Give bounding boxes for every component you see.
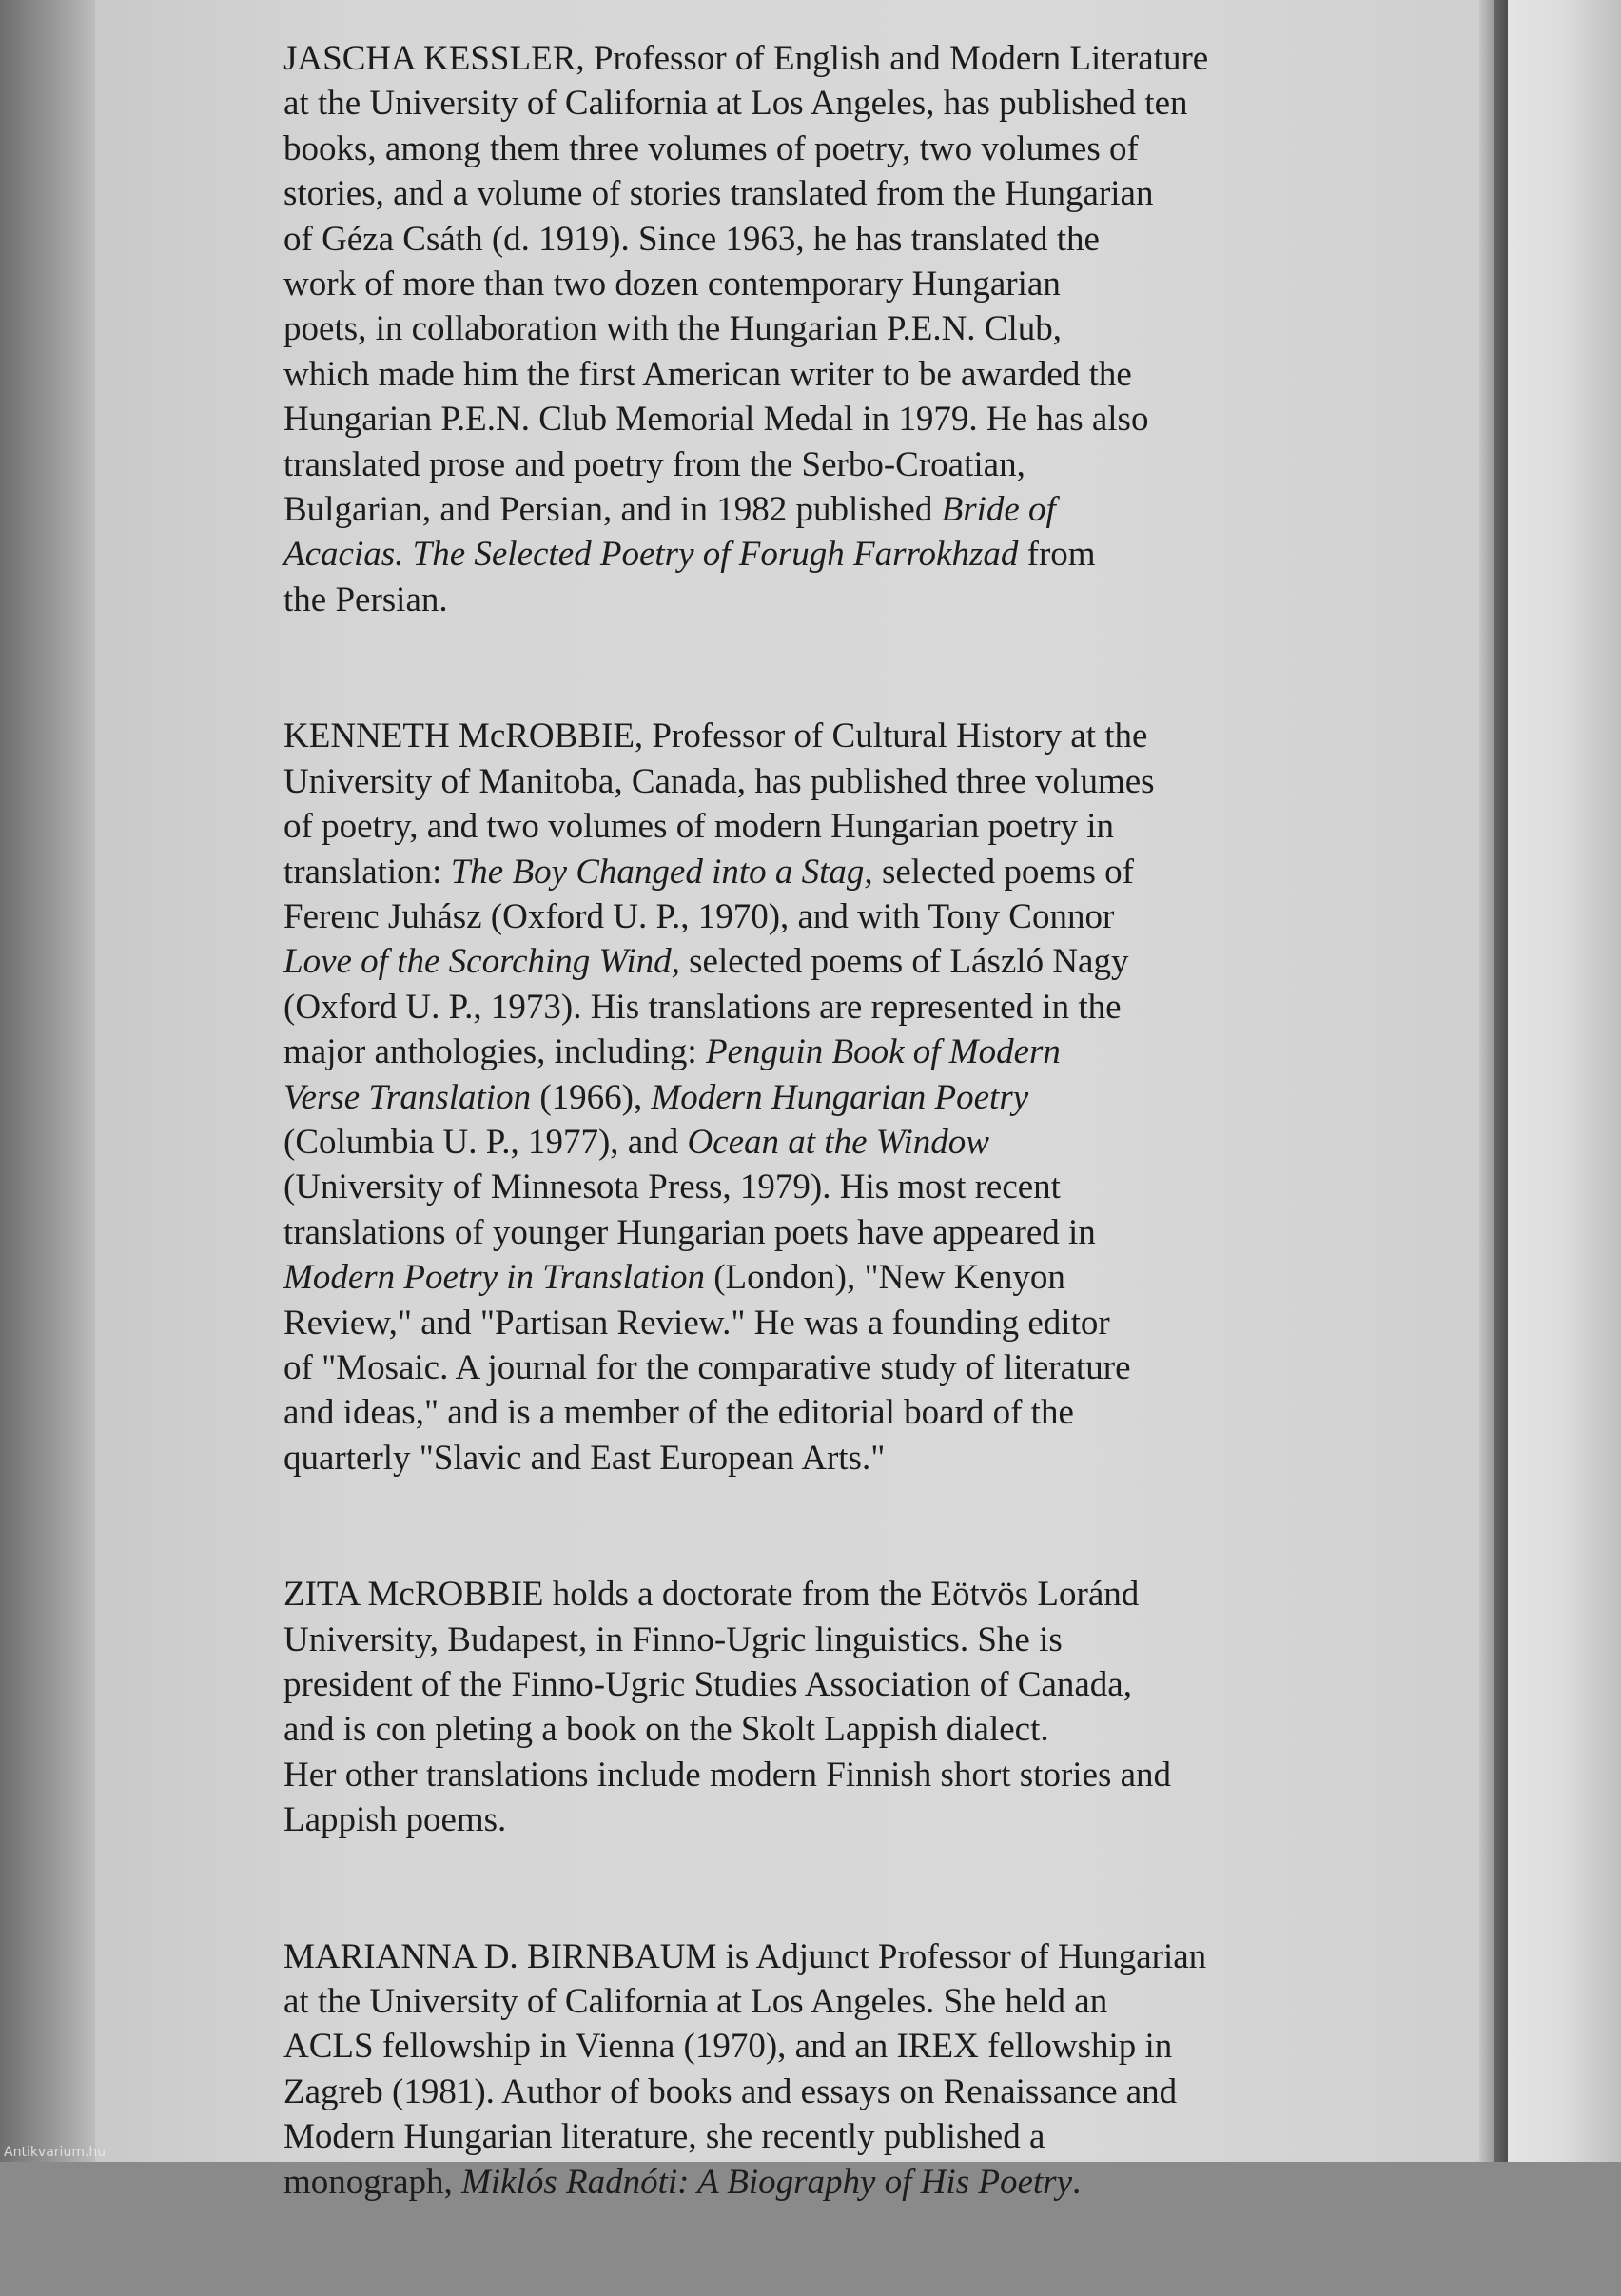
text-line bbox=[283, 1120, 1339, 1165]
text-run: translated prose and poetry from the Serbo-Croatian, bbox=[283, 444, 1025, 484]
text-line bbox=[283, 894, 1339, 939]
text-run: at the University of California at Los Angeles. She held an bbox=[283, 1982, 1108, 2022]
text-run: of poetry, and two volumes of modern Hungarian poetry in bbox=[283, 807, 1115, 847]
text-run: stories, and a volume of stories translated from the Hungarian bbox=[283, 174, 1154, 214]
text-line bbox=[283, 1165, 1339, 1209]
text-run: quarterly "Slavic and East European Arts." bbox=[283, 1438, 886, 1478]
text-line bbox=[283, 2114, 1339, 2159]
text-line bbox=[283, 1753, 1339, 1797]
text-run: . bbox=[1072, 2162, 1082, 2202]
text-line bbox=[283, 1390, 1339, 1435]
text-line bbox=[283, 1797, 1339, 1842]
text-line bbox=[283, 81, 1339, 126]
contributor-notes bbox=[283, 36, 1339, 2296]
text-line bbox=[283, 759, 1339, 804]
text-line bbox=[283, 1210, 1339, 1255]
text-run: president of the Finno-Ugric Studies Association of Canada, bbox=[283, 1665, 1132, 1704]
italic-title: Penguin Book of Modern bbox=[705, 1032, 1061, 1072]
text-run: and is con pleting a book on the Skolt Lappish dialect. bbox=[283, 1710, 1049, 1750]
text-run: work of more than two dozen contemporary Hungarian bbox=[283, 265, 1061, 304]
text-run: Zagreb (1981). Author of books and essays on Renaissance and bbox=[283, 2071, 1178, 2111]
bio-kenneth-mcrobbie bbox=[283, 714, 1339, 1481]
text-run: ZITA McROBBIE holds a doctorate from the Eötvös Loránd bbox=[283, 1575, 1140, 1615]
text-run: selected poems of László Nagy bbox=[679, 942, 1129, 982]
text-run: books, among them three volumes of poetry, two volumes of bbox=[283, 128, 1139, 168]
text-run: Lappish poems. bbox=[283, 1800, 507, 1840]
italic-title: Modern Poetry in Translation bbox=[283, 1258, 705, 1298]
text-run: (Columbia U. P., 1977), and bbox=[283, 1122, 688, 1162]
text-line bbox=[283, 1662, 1339, 1707]
text-run: Hungarian P.E.N. Club Memorial Medal in 1979. He has also bbox=[283, 400, 1149, 440]
text-line bbox=[283, 532, 1339, 577]
text-line bbox=[283, 1979, 1339, 2024]
text-run: (1966), bbox=[531, 1077, 652, 1117]
text-line bbox=[283, 578, 1339, 622]
text-run: poets, in collaboration with the Hungarian P.E.N. Club, bbox=[283, 309, 1062, 349]
text-line bbox=[283, 1075, 1339, 1120]
text-line bbox=[283, 306, 1339, 351]
text-run: KENNETH McROBBIE, Professor of Cultural History at the bbox=[283, 716, 1148, 756]
text-line bbox=[283, 217, 1339, 262]
italic-title: Verse Translation bbox=[283, 1077, 532, 1117]
text-line bbox=[283, 36, 1339, 81]
text-run: major anthologies, including: bbox=[283, 1032, 706, 1072]
watermark: Antikvarium.hu bbox=[4, 2145, 107, 2160]
text-run: of "Mosaic. A journal for the comparative study of literature bbox=[283, 1347, 1131, 1387]
text-run: at the University of California at Los Angeles, has published ten bbox=[283, 84, 1188, 124]
bio-birnbaum bbox=[283, 1934, 1339, 2205]
text-run: JASCHA KESSLER, Professor of English and Modern Literature bbox=[283, 39, 1209, 78]
bio-zita-mcrobbie bbox=[283, 1572, 1339, 1842]
text-line bbox=[283, 1934, 1339, 1979]
text-run: MARIANNA D. BIRNBAUM is Adjunct Professor of Hungarian bbox=[283, 1936, 1207, 1976]
text-line bbox=[283, 487, 1339, 532]
text-line bbox=[283, 714, 1339, 758]
text-line bbox=[283, 804, 1339, 849]
text-line bbox=[283, 1618, 1339, 1662]
bio-kessler bbox=[283, 36, 1339, 622]
page-fold-shadow bbox=[1479, 0, 1508, 2162]
text-run: Her other translations include modern Finnish short stories and bbox=[283, 1755, 1172, 1795]
text-line bbox=[283, 2024, 1339, 2069]
italic-title: The Boy Changed into a Stag, bbox=[450, 852, 873, 892]
text-run: (University of Minnesota Press, 1979). His most recent bbox=[283, 1168, 1061, 1207]
text-run: of Géza Csáth (d. 1919). Since 1963, he has translated the bbox=[283, 219, 1100, 259]
text-line bbox=[283, 1572, 1339, 1617]
text-line bbox=[283, 442, 1339, 487]
text-line bbox=[283, 1301, 1339, 1345]
text-run: Bulgarian, and Persian, and in 1982 published bbox=[283, 490, 942, 530]
text-line bbox=[283, 1345, 1339, 1390]
italic-title: Acacias. The Selected Poetry of Forugh Farrokhzad bbox=[283, 535, 1019, 575]
text-line bbox=[283, 2160, 1339, 2205]
text-line bbox=[283, 1707, 1339, 1752]
text-run: University of Manitoba, Canada, has published three volumes bbox=[283, 761, 1155, 801]
text-line bbox=[283, 127, 1339, 171]
text-run: the Persian. bbox=[283, 579, 448, 619]
text-run: monograph, bbox=[283, 2162, 462, 2202]
adjacent-page-edge bbox=[1508, 0, 1621, 2162]
text-line bbox=[283, 850, 1339, 894]
text-line bbox=[283, 2070, 1339, 2114]
text-line bbox=[283, 171, 1339, 216]
text-line bbox=[283, 939, 1339, 984]
text-line bbox=[283, 985, 1339, 1030]
text-line bbox=[283, 262, 1339, 306]
text-run: (London), "New Kenyon bbox=[704, 1258, 1065, 1298]
text-run: which made him the first American writer to be awarded the bbox=[283, 354, 1132, 394]
text-line bbox=[283, 1255, 1339, 1300]
text-run: ACLS fellowship in Vienna (1970), and an IREX fellowship in bbox=[283, 2027, 1173, 2067]
italic-title: Ocean at the Window bbox=[687, 1122, 989, 1162]
text-line bbox=[283, 1030, 1339, 1074]
italic-title: Modern Hungarian Poetry bbox=[651, 1077, 1029, 1117]
text-run: selected poems of bbox=[872, 852, 1135, 892]
italic-title: Miklós Radnóti: A Biography of His Poetry bbox=[461, 2162, 1072, 2202]
text-line bbox=[283, 352, 1339, 397]
italic-title: Love of the Scorching Wind, bbox=[283, 942, 680, 982]
text-run: University, Budapest, in Finno-Ugric linguistics. She is bbox=[283, 1619, 1063, 1659]
text-run: translation: bbox=[283, 852, 451, 892]
italic-title: Bride of bbox=[941, 490, 1056, 530]
left-page-edge bbox=[0, 0, 95, 2162]
text-run: Ferenc Juhász (Oxford U. P., 1970), and with Tony Connor bbox=[283, 896, 1115, 936]
text-run: Modern Hungarian literature, she recently published a bbox=[283, 2117, 1045, 2157]
text-run: from bbox=[1018, 535, 1096, 575]
text-run: Review," and "Partisan Review." He was a founding editor bbox=[283, 1303, 1110, 1343]
text-run: and ideas," and is a member of the editorial board of the bbox=[283, 1393, 1074, 1433]
text-line bbox=[283, 397, 1339, 442]
text-run: (Oxford U. P., 1973). His translations are represented in the bbox=[283, 987, 1122, 1027]
text-run: translations of younger Hungarian poets have appeared in bbox=[283, 1212, 1096, 1252]
text-line bbox=[283, 1436, 1339, 1481]
